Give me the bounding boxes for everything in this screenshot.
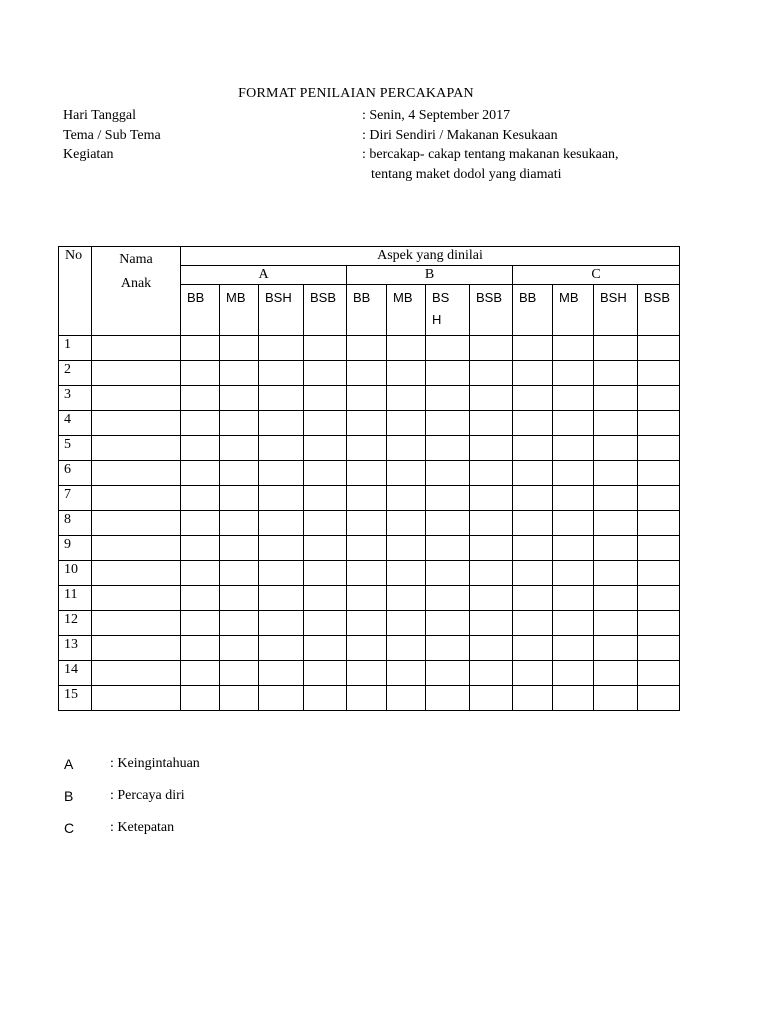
cell-score <box>304 361 347 386</box>
header-subcolumn: BSB <box>638 285 680 336</box>
cell-score <box>594 411 638 436</box>
cell-score <box>426 411 470 436</box>
cell-score <box>387 361 426 386</box>
cell-score <box>470 511 513 536</box>
cell-nama-anak <box>92 411 181 436</box>
cell-score <box>638 636 680 661</box>
cell-score <box>470 536 513 561</box>
cell-score <box>426 511 470 536</box>
cell-score <box>553 561 594 586</box>
row-number: 1 <box>59 336 92 361</box>
cell-score <box>513 536 553 561</box>
info-label-activity: Kegiatan <box>63 147 114 162</box>
table-row <box>59 611 680 636</box>
cell-score <box>513 461 553 486</box>
cell-score <box>220 511 259 536</box>
cell-score <box>347 561 387 586</box>
header-subcolumn: BSB <box>304 285 347 336</box>
cell-nama-anak <box>92 636 181 661</box>
cell-score <box>426 336 470 361</box>
cell-score <box>470 361 513 386</box>
cell-score <box>513 336 553 361</box>
info-labels <box>63 106 161 165</box>
info-value-activity-continued: tentang maket dodol yang diamati <box>371 166 562 182</box>
cell-score <box>553 536 594 561</box>
row-number: 3 <box>59 386 92 411</box>
row-number: 13 <box>59 636 92 661</box>
cell-score <box>259 586 304 611</box>
cell-score <box>387 561 426 586</box>
cell-score <box>259 436 304 461</box>
cell-score <box>426 386 470 411</box>
info-value-activity: : bercakap- cakap tentang makanan kesukaan, <box>362 147 619 162</box>
cell-nama-anak <box>92 561 181 586</box>
cell-score <box>387 386 426 411</box>
cell-score <box>553 636 594 661</box>
cell-score <box>220 686 259 711</box>
cell-score <box>259 611 304 636</box>
cell-score <box>304 411 347 436</box>
cell-score <box>304 386 347 411</box>
header-subcolumn: MB <box>553 285 594 336</box>
table-row <box>59 561 680 586</box>
cell-score <box>181 361 220 386</box>
legend-key: C <box>64 820 75 836</box>
cell-nama-anak <box>92 536 181 561</box>
cell-score <box>553 686 594 711</box>
cell-score <box>638 686 680 711</box>
cell-score <box>638 586 680 611</box>
cell-score <box>181 511 220 536</box>
cell-score <box>220 561 259 586</box>
cell-score <box>594 461 638 486</box>
table-row <box>59 661 680 686</box>
document-title: FORMAT PENILAIAN PERCAKAPAN <box>238 86 474 101</box>
header-group-a: A <box>181 266 347 285</box>
cell-score <box>220 636 259 661</box>
info-label-date: Hari Tanggal <box>63 108 137 123</box>
cell-score <box>304 636 347 661</box>
cell-score <box>347 686 387 711</box>
cell-score <box>513 361 553 386</box>
cell-score <box>220 536 259 561</box>
cell-score <box>513 636 553 661</box>
cell-score <box>638 361 680 386</box>
cell-score <box>470 611 513 636</box>
row-number: 8 <box>59 511 92 536</box>
cell-score <box>638 436 680 461</box>
cell-score <box>181 411 220 436</box>
cell-score <box>304 661 347 686</box>
cell-score <box>513 561 553 586</box>
cell-score <box>220 486 259 511</box>
cell-score <box>553 661 594 686</box>
cell-score <box>347 461 387 486</box>
cell-score <box>513 686 553 711</box>
cell-score <box>347 661 387 686</box>
cell-score <box>513 586 553 611</box>
row-number: 9 <box>59 536 92 561</box>
cell-score <box>387 411 426 436</box>
cell-score <box>470 436 513 461</box>
cell-score <box>553 386 594 411</box>
cell-nama-anak <box>92 336 181 361</box>
cell-nama-anak <box>92 686 181 711</box>
table-row <box>59 511 680 536</box>
cell-score <box>594 536 638 561</box>
table-row <box>59 411 680 436</box>
info-value-date: : Senin, 4 September 2017 <box>362 108 511 123</box>
cell-score <box>426 361 470 386</box>
cell-score <box>426 611 470 636</box>
cell-score <box>259 511 304 536</box>
cell-score <box>259 386 304 411</box>
info-values <box>362 106 619 184</box>
cell-nama-anak <box>92 511 181 536</box>
cell-score <box>470 561 513 586</box>
cell-score <box>426 686 470 711</box>
cell-score <box>594 511 638 536</box>
cell-score <box>470 636 513 661</box>
cell-score <box>181 386 220 411</box>
cell-score <box>387 486 426 511</box>
table-row <box>59 686 680 711</box>
cell-score <box>347 611 387 636</box>
cell-score <box>181 586 220 611</box>
cell-nama-anak <box>92 386 181 411</box>
cell-score <box>387 336 426 361</box>
row-number: 12 <box>59 611 92 636</box>
table-row <box>59 486 680 511</box>
legend-key: B <box>64 788 74 804</box>
cell-score <box>513 386 553 411</box>
cell-score <box>426 461 470 486</box>
row-number: 5 <box>59 436 92 461</box>
cell-score <box>347 536 387 561</box>
cell-score <box>426 661 470 686</box>
legend-value: : Ketepatan <box>110 820 175 835</box>
cell-score <box>426 586 470 611</box>
cell-score <box>553 486 594 511</box>
cell-nama-anak <box>92 611 181 636</box>
cell-score <box>594 361 638 386</box>
header-subcolumn: BSB <box>470 285 513 336</box>
cell-score <box>553 461 594 486</box>
table-row <box>59 461 680 486</box>
cell-score <box>259 536 304 561</box>
cell-score <box>347 411 387 436</box>
cell-nama-anak <box>92 586 181 611</box>
cell-score <box>347 636 387 661</box>
header-subcolumn: BSH <box>259 285 304 336</box>
cell-score <box>387 511 426 536</box>
info-value-theme: : Diri Sendiri / Makanan Kesukaan <box>362 127 558 143</box>
cell-score <box>181 636 220 661</box>
cell-score <box>181 486 220 511</box>
cell-score <box>304 336 347 361</box>
cell-score <box>513 436 553 461</box>
cell-score <box>594 611 638 636</box>
header-group-c: C <box>513 266 680 285</box>
header-subcolumn: BB <box>347 285 387 336</box>
row-number: 10 <box>59 561 92 586</box>
cell-score <box>259 361 304 386</box>
cell-score <box>638 511 680 536</box>
legend-key: A <box>64 756 74 772</box>
cell-score <box>470 586 513 611</box>
row-number: 14 <box>59 661 92 686</box>
cell-score <box>259 336 304 361</box>
cell-score <box>594 436 638 461</box>
cell-score <box>181 661 220 686</box>
cell-score <box>181 436 220 461</box>
cell-score <box>387 586 426 611</box>
header-no: No <box>59 247 92 336</box>
cell-score <box>347 436 387 461</box>
cell-score <box>470 686 513 711</box>
legend-value: : Percaya diri <box>110 788 185 803</box>
cell-score <box>594 336 638 361</box>
cell-score <box>594 386 638 411</box>
header-nama-line2: Anak <box>120 276 152 291</box>
cell-nama-anak <box>92 436 181 461</box>
cell-score <box>387 661 426 686</box>
cell-score <box>220 461 259 486</box>
cell-score <box>594 661 638 686</box>
cell-score <box>426 436 470 461</box>
cell-score <box>513 486 553 511</box>
cell-score <box>181 461 220 486</box>
cell-score <box>259 561 304 586</box>
cell-score <box>387 536 426 561</box>
cell-score <box>638 486 680 511</box>
header-subcolumn: BS H <box>426 285 470 336</box>
cell-score <box>553 511 594 536</box>
cell-score <box>513 411 553 436</box>
cell-score <box>553 436 594 461</box>
cell-score <box>259 661 304 686</box>
cell-score <box>347 336 387 361</box>
table-row <box>59 361 680 386</box>
cell-score <box>181 686 220 711</box>
cell-score <box>387 611 426 636</box>
cell-score <box>181 561 220 586</box>
cell-score <box>220 661 259 686</box>
cell-score <box>470 386 513 411</box>
cell-score <box>426 636 470 661</box>
row-number: 2 <box>59 361 92 386</box>
cell-score <box>638 561 680 586</box>
cell-score <box>259 486 304 511</box>
cell-score <box>347 586 387 611</box>
cell-score <box>638 536 680 561</box>
cell-score <box>426 486 470 511</box>
cell-score <box>594 586 638 611</box>
row-number: 6 <box>59 461 92 486</box>
cell-score <box>513 611 553 636</box>
cell-score <box>594 561 638 586</box>
cell-score <box>387 686 426 711</box>
cell-score <box>594 636 638 661</box>
header-nama-anak <box>92 247 181 336</box>
row-number: 7 <box>59 486 92 511</box>
cell-score <box>304 611 347 636</box>
assessment-table <box>58 246 680 711</box>
cell-score <box>638 661 680 686</box>
row-number: 11 <box>59 586 92 611</box>
cell-score <box>553 411 594 436</box>
cell-score <box>220 386 259 411</box>
cell-score <box>638 461 680 486</box>
cell-score <box>304 486 347 511</box>
cell-score <box>259 686 304 711</box>
cell-nama-anak <box>92 461 181 486</box>
table-row <box>59 436 680 461</box>
cell-score <box>220 361 259 386</box>
cell-score <box>470 411 513 436</box>
row-number: 4 <box>59 411 92 436</box>
header-group-b: B <box>347 266 513 285</box>
cell-nama-anak <box>92 361 181 386</box>
cell-score <box>387 436 426 461</box>
cell-score <box>181 336 220 361</box>
table-row <box>59 586 680 611</box>
cell-score <box>594 686 638 711</box>
cell-score <box>470 461 513 486</box>
header-subcolumn: BB <box>513 285 553 336</box>
header-aspek: Aspek yang dinilai <box>181 247 680 266</box>
cell-score <box>553 611 594 636</box>
cell-score <box>347 386 387 411</box>
cell-score <box>220 411 259 436</box>
cell-score <box>347 511 387 536</box>
cell-score <box>387 636 426 661</box>
info-label-theme: Tema / Sub Tema <box>63 127 161 143</box>
cell-score <box>259 411 304 436</box>
cell-score <box>513 661 553 686</box>
cell-score <box>304 461 347 486</box>
cell-score <box>304 686 347 711</box>
cell-score <box>470 486 513 511</box>
table-row <box>59 336 680 361</box>
cell-score <box>304 511 347 536</box>
cell-score <box>387 461 426 486</box>
cell-score <box>304 586 347 611</box>
cell-score <box>426 536 470 561</box>
cell-score <box>553 586 594 611</box>
cell-score <box>470 336 513 361</box>
table-row <box>59 636 680 661</box>
cell-score <box>304 561 347 586</box>
cell-score <box>304 436 347 461</box>
header-subcolumn: MB <box>220 285 259 336</box>
header-subcolumn: MB <box>387 285 426 336</box>
header-subcolumn: BB <box>181 285 220 336</box>
cell-score <box>638 336 680 361</box>
cell-score <box>594 486 638 511</box>
table-row <box>59 536 680 561</box>
cell-nama-anak <box>92 486 181 511</box>
cell-score <box>220 611 259 636</box>
cell-score <box>181 536 220 561</box>
legend-value: : Keingintahuan <box>110 756 200 771</box>
cell-score <box>259 636 304 661</box>
cell-score <box>470 661 513 686</box>
cell-score <box>638 411 680 436</box>
cell-score <box>220 586 259 611</box>
row-number: 15 <box>59 686 92 711</box>
cell-score <box>347 486 387 511</box>
cell-score <box>220 436 259 461</box>
cell-score <box>220 336 259 361</box>
cell-score <box>553 336 594 361</box>
cell-nama-anak <box>92 661 181 686</box>
cell-score <box>426 561 470 586</box>
cell-score <box>513 511 553 536</box>
cell-score <box>304 536 347 561</box>
cell-score <box>181 611 220 636</box>
cell-score <box>259 461 304 486</box>
header-nama-line1: Nama <box>119 252 153 267</box>
cell-score <box>638 611 680 636</box>
cell-score <box>553 361 594 386</box>
header-subcolumn: BSH <box>594 285 638 336</box>
cell-score <box>347 361 387 386</box>
table-row <box>59 386 680 411</box>
cell-score <box>638 386 680 411</box>
